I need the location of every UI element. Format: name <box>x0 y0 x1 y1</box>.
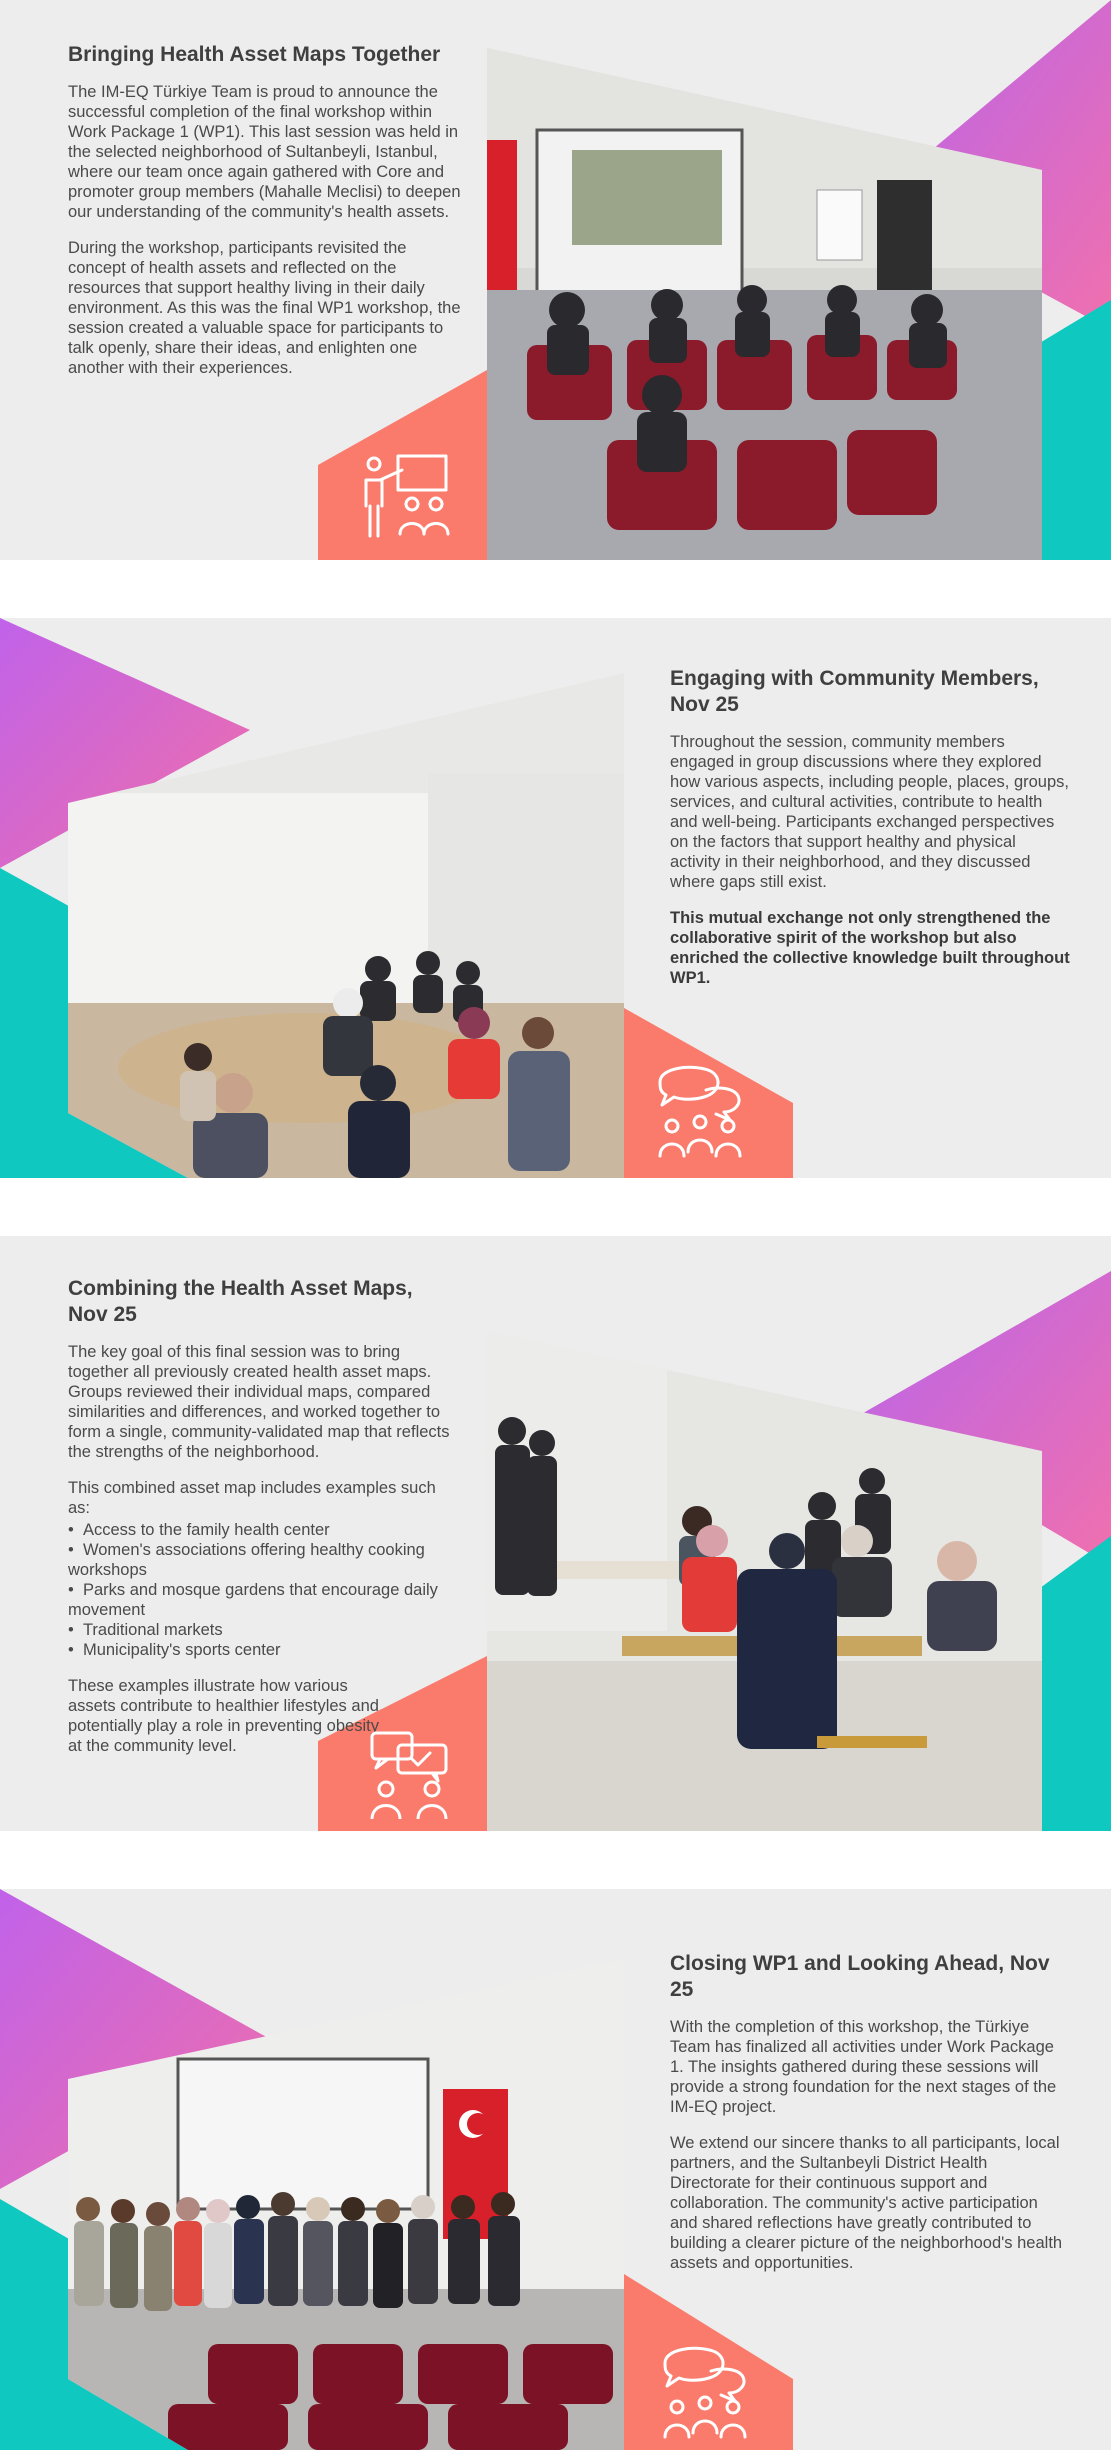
paragraph: The IM-EQ Türkiye Team is proud to announce the successful completion of the final workshop within Work Package 1 (WP1). This last session was held in the selected neighborhood of Sultanbeyli, Istanbul, where our team once again gathered with Core and promoter group members (Mahalle Meclisi) to deepen our understanding of the community's health assets. <box>68 83 461 221</box>
list-intro: This combined asset map includes examples such as: <box>68 1479 436 1517</box>
text-block <box>68 42 468 394</box>
team-group-photo <box>68 1959 624 2450</box>
group-discussion-icon <box>650 1060 750 1165</box>
asset-list <box>68 1520 458 1660</box>
presentation-icon <box>360 450 455 545</box>
section-title: Bringing Health Asset Maps Together <box>68 43 441 66</box>
text-block <box>68 1276 458 1772</box>
section-closing-wp1 <box>0 1889 1111 2450</box>
section-engaging-community <box>0 618 1111 1178</box>
text-block <box>670 666 1070 1004</box>
workshop-presentation-photo <box>487 0 1042 560</box>
list-item: • Parks and mosque gardens that encourage daily movement <box>68 1580 458 1620</box>
list-item: • Municipality's sports center <box>68 1640 458 1660</box>
section-health-asset-maps <box>0 0 1111 560</box>
paragraph-emphasis: This mutual exchange not only strengthened the collaborative spirit of the workshop but also enriched the collective knowledge built throughout WP1. <box>670 909 1070 987</box>
list-item: • Women's associations offering healthy cooking workshops <box>68 1540 458 1580</box>
list-item: • Traditional markets <box>68 1620 458 1640</box>
group-discussion-icon <box>655 2341 755 2446</box>
paragraph: With the completion of this workshop, the Türkiye Team has finalized all activities under Work Package 1. The insights gathered during these sessions will provide a strong foundation for the next stages of the IM-EQ project. <box>670 2018 1057 2116</box>
paragraph: These examples illustrate how various assets contribute to healthier lifestyles and potentially play a role in preventing obesity at the community level. <box>68 1677 379 1755</box>
map-review-photo <box>487 1331 1042 1831</box>
paragraph: Throughout the session, community members engaged in group discussions where they explored how various aspects, including people, places, groups, services, and cultural activities, contribute to health and well-being. Participants exchanged perspectives on the factors that support healthy and physical activity in their neighborhood, and they discussed where gaps still exist. <box>670 733 1069 891</box>
section-title: Combining the Health Asset Maps, Nov 25 <box>68 1277 413 1326</box>
agreement-chat-icon <box>368 1729 452 1824</box>
section-title: Engaging with Community Members, Nov 25 <box>670 667 1039 716</box>
group-discussion-photo <box>68 673 624 1178</box>
paragraph: We extend our sincere thanks to all participants, local partners, and the Sultanbeyli District Health Directorate for their continuous support and collaboration. The community's active participation and shared reflections have greatly contributed to building a clearer picture of the neighborhood's health assets and opportunities. <box>670 2134 1063 2272</box>
paragraph: The key goal of this final session was to bring together all previously created health asset maps. Groups reviewed their individual maps, compared similarities and differences, and worked together to form a single, community-validated map that reflects the strengths of the neighborhood. <box>68 1343 450 1461</box>
section-combining-maps <box>0 1236 1111 1831</box>
section-title: Closing WP1 and Looking Ahead, Nov 25 <box>670 1952 1050 2001</box>
list-item: • Access to the family health center <box>68 1520 458 1540</box>
paragraph: During the workshop, participants revisited the concept of health assets and reflected on the resources that support healthy living in their daily environment. As this was the final WP1 workshop, the session created a valuable space for participants to talk openly, share their ideas, and enlighten one another with their experiences. <box>68 239 461 377</box>
text-block <box>670 1951 1065 2289</box>
